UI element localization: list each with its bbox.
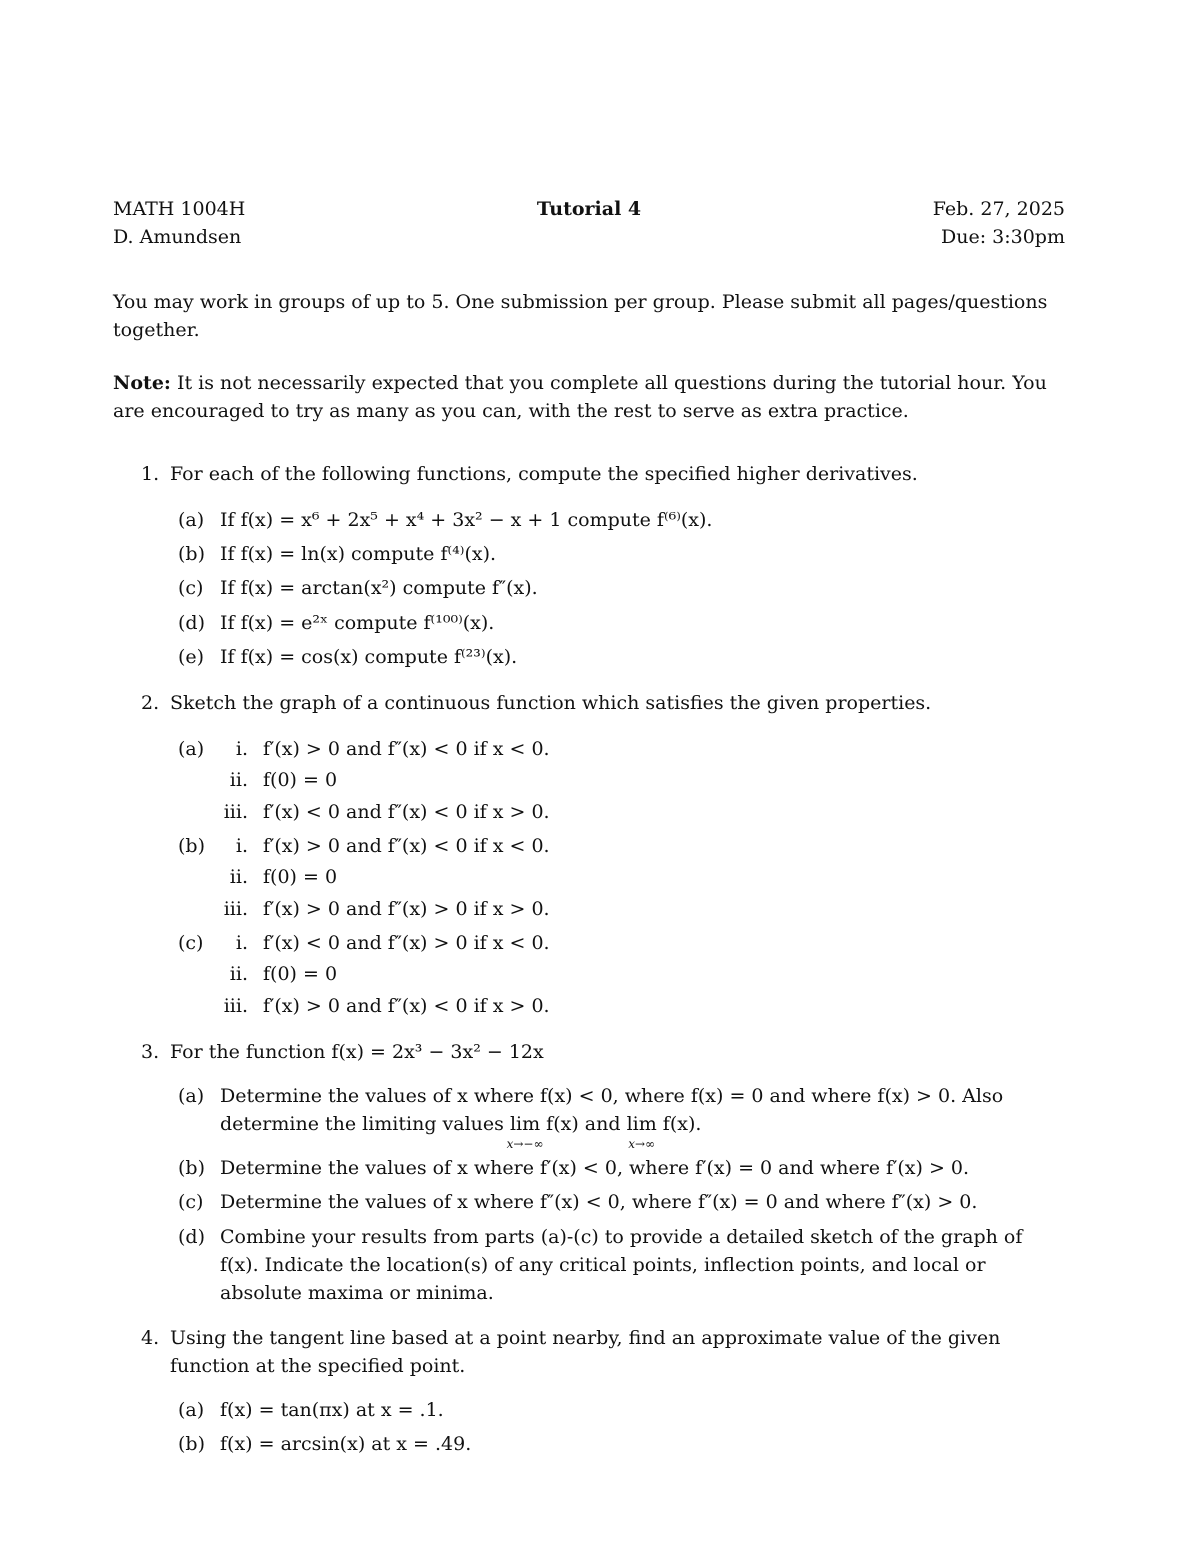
question-number: 3. [141, 1041, 160, 1063]
roman-text: f′(x) > 0 and f″(x) > 0 if x > 0. [263, 898, 550, 920]
part-text: f(x) = tan(πx) at x = .1. [220, 1399, 444, 1421]
part-label: (e) [178, 646, 205, 668]
question-text: Sketch the graph of a continuous function which satisfies the given properties. [170, 692, 932, 714]
roman-text: f′(x) > 0 and f″(x) < 0 if x < 0. [263, 835, 550, 857]
part-label: (b) [178, 543, 205, 565]
date: Feb. 27, 2025 [932, 198, 1065, 220]
limit-mid-text: f(x) and [546, 1113, 621, 1135]
roman-text: f(0) = 0 [263, 866, 338, 888]
roman-label: ii. [229, 963, 248, 985]
part-text: If f(x) = arctan(x²) compute f″(x). [220, 577, 538, 599]
intro-paragraph: You may work in groups of up to 5. One submission per group. Please submit all pages/questions together. [113, 291, 1048, 341]
document-header [113, 195, 1065, 255]
part-label: (c) [178, 1191, 204, 1213]
part-text [220, 1082, 1065, 1151]
lim-word: lim [509, 1113, 541, 1135]
roman-text: f′(x) > 0 and f″(x) < 0 if x > 0. [263, 995, 550, 1017]
roman-label: ii. [229, 769, 248, 791]
part-label: (b) [178, 835, 205, 857]
roman-label: i. [235, 835, 248, 857]
roman-label: ii. [229, 866, 248, 888]
part-text: Determine the values of x where f′(x) < 0, where f′(x) = 0 and where f′(x) > 0. [220, 1157, 970, 1179]
part-label: (a) [178, 738, 205, 760]
roman-label: i. [235, 932, 248, 954]
roman-text: f′(x) < 0 and f″(x) < 0 if x > 0. [263, 801, 550, 823]
part-text: f(x) = arcsin(x) at x = .49. [220, 1433, 472, 1455]
question-number: 2. [141, 692, 160, 714]
roman-label: i. [235, 738, 248, 760]
question-text: Using the tangent line based at a point nearby, find an approximate value of the given function at the specified point. [170, 1327, 1001, 1377]
document-title: Tutorial 4 [536, 198, 642, 220]
part-label: (a) [178, 1399, 205, 1421]
part-text: Combine your results from parts (a)-(c) to provide a detailed sketch of the graph of f(x). Indicate the location(s) of any critical points, inflection points, and local or absolute maxima or minima. [220, 1226, 1023, 1304]
limit-end-text: f(x). [662, 1113, 702, 1135]
roman-label: iii. [223, 801, 248, 823]
note-text: It is not necessarily expected that you complete all questions during the tutorial hour. You are encouraged to try as many as you can, with the rest to serve as extra practice. [113, 372, 1047, 422]
note-paragraph [113, 369, 1065, 425]
part-label: (d) [178, 1226, 205, 1248]
part-label: (a) [178, 1085, 205, 1107]
course-code: MATH 1004H [113, 198, 246, 220]
part-text: If f(x) = e²ˣ compute f⁽¹⁰⁰⁾(x). [220, 612, 495, 634]
part-label: (a) [178, 509, 205, 531]
part-label: (c) [178, 932, 204, 954]
part-text: If f(x) = cos(x) compute f⁽²³⁾(x). [220, 646, 518, 668]
part-text: If f(x) = x⁶ + 2x⁵ + x⁴ + 3x² − x + 1 compute f⁽⁶⁾(x). [220, 509, 713, 531]
question-text: For the function f(x) = 2x³ − 3x² − 12x [170, 1041, 544, 1063]
roman-text: f(0) = 0 [263, 769, 338, 791]
limit-pos-infinity [626, 1110, 657, 1151]
part-label: (c) [178, 577, 204, 599]
limit-neg-infinity [506, 1110, 544, 1151]
instructor-name: D. Amundsen [113, 226, 242, 248]
roman-label: iii. [223, 995, 248, 1017]
question-number: 1. [141, 463, 160, 485]
note-label: Note: [113, 372, 171, 394]
part-text-line-1: Determine the values of x where f(x) < 0, where f(x) = 0 and where f(x) > 0. Also [220, 1085, 1004, 1107]
lim-subscript: x→−∞ [506, 1137, 544, 1151]
header-right [933, 195, 1065, 251]
question-text: For each of the following functions, compute the specified higher derivatives. [170, 463, 918, 485]
due-time: Due: 3:30pm [940, 226, 1065, 248]
lim-word: lim [626, 1113, 657, 1135]
part-label: (b) [178, 1157, 205, 1179]
roman-label: iii. [223, 898, 248, 920]
roman-text: f′(x) < 0 and f″(x) > 0 if x < 0. [263, 932, 550, 954]
part-text: If f(x) = ln(x) compute f⁽⁴⁾(x). [220, 543, 497, 565]
roman-text: f′(x) > 0 and f″(x) < 0 if x < 0. [263, 738, 550, 760]
part-text: Determine the values of x where f″(x) < 0, where f″(x) = 0 and where f″(x) > 0. [220, 1191, 978, 1213]
question-number: 4. [141, 1327, 160, 1349]
part-label: (b) [178, 1433, 205, 1455]
part-text-line-2: determine the limiting values [220, 1113, 504, 1135]
roman-text: f(0) = 0 [263, 963, 338, 985]
part-label: (d) [178, 612, 205, 634]
lim-subscript: x→∞ [628, 1137, 656, 1151]
